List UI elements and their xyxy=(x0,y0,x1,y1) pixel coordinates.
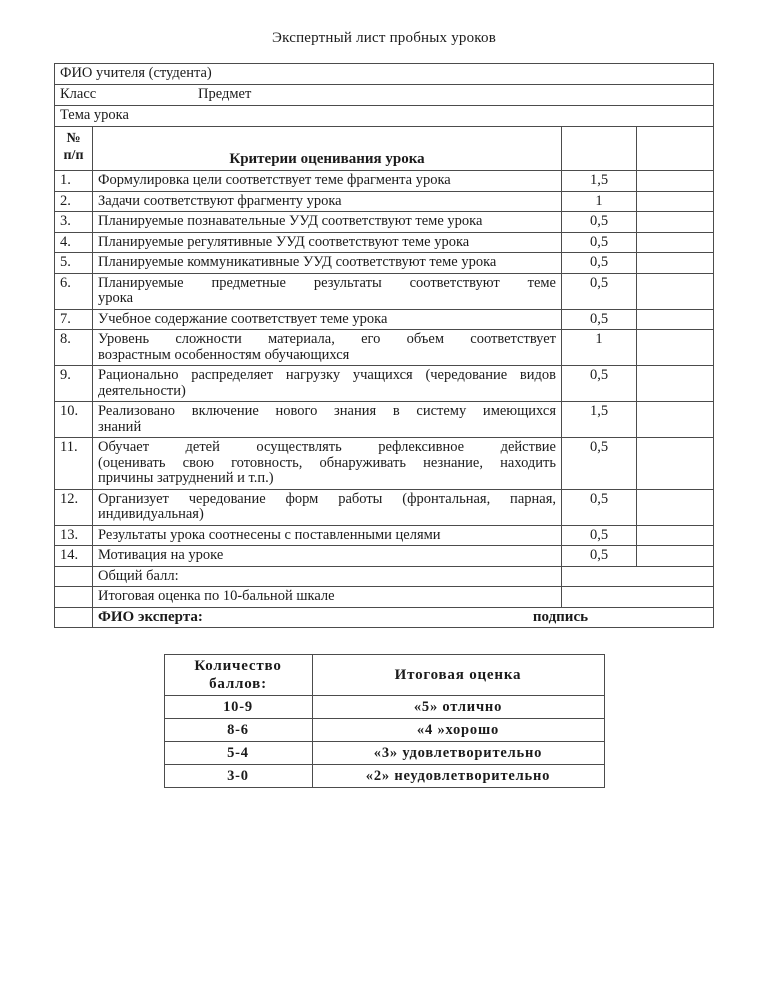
expert-score-cell[interactable] xyxy=(637,525,714,546)
criteria-row xyxy=(55,171,714,192)
expert-score-cell[interactable] xyxy=(637,191,714,212)
criterion-cell: Уровень сложности материала, его объем соответствует возрастным особенностям обучающихся xyxy=(93,330,562,366)
grading-scale-row xyxy=(164,765,604,788)
points-range: 10-9 xyxy=(164,696,312,719)
empty-number-cell xyxy=(55,607,93,628)
grade-value: «5» отлично xyxy=(312,696,604,719)
criteria-row xyxy=(55,525,714,546)
empty-number-cell xyxy=(55,587,93,608)
criteria-row xyxy=(55,438,714,490)
row-number-cell: 11. xyxy=(55,438,93,490)
expert-score-cell[interactable] xyxy=(637,309,714,330)
points-range: 5-4 xyxy=(164,742,312,765)
criteria-row xyxy=(55,402,714,438)
criterion-cell: Организует чередование форм работы (фронтальная, парная, индивидуальная) xyxy=(93,489,562,525)
header-expert-score-column xyxy=(637,127,714,171)
criterion-cell: Рационально распределяет нагрузку учащихся (чередование видов деятельности) xyxy=(93,366,562,402)
row-number-cell: 6. xyxy=(55,273,93,309)
max-score-cell: 1 xyxy=(562,330,637,366)
criterion-cell: Планируемые коммуникативные УУД соответствуют теме урока xyxy=(93,253,562,274)
max-score-cell: 1,5 xyxy=(562,402,637,438)
evaluation-table xyxy=(54,63,714,628)
criteria-row xyxy=(55,366,714,402)
expert-score-cell[interactable] xyxy=(637,232,714,253)
row-number-cell: 10. xyxy=(55,402,93,438)
final-grade-row xyxy=(55,587,714,608)
max-score-cell: 0,5 xyxy=(562,253,637,274)
final-grade-value-cell[interactable] xyxy=(562,587,714,608)
expert-score-cell[interactable] xyxy=(637,171,714,192)
criteria-row xyxy=(55,330,714,366)
final-grade-label: Итоговая оценка по 10-бальной шкале xyxy=(93,587,562,608)
max-score-cell: 0,5 xyxy=(562,232,637,253)
expert-score-cell[interactable] xyxy=(637,438,714,490)
grading-scale-table xyxy=(164,654,605,788)
teacher-name-cell[interactable] xyxy=(55,64,714,85)
expert-score-cell[interactable] xyxy=(637,366,714,402)
row-number-cell: 14. xyxy=(55,546,93,567)
grading-scale-header-row xyxy=(164,655,604,696)
criterion-cell: Обучает детей осуществлять рефлексивное действие (оценивать свою готовность, обнаруживать незнание, находить причины затруднений и т.п.) xyxy=(93,438,562,490)
criteria-row xyxy=(55,253,714,274)
max-score-cell: 1 xyxy=(562,191,637,212)
header-max-score-column xyxy=(562,127,637,171)
header-criteria-column: Критерии оценивания урока xyxy=(93,127,562,171)
row-number-cell: 7. xyxy=(55,309,93,330)
max-score-cell: 0,5 xyxy=(562,212,637,233)
grade-value: «3» удовлетворительно xyxy=(312,742,604,765)
max-score-cell: 0,5 xyxy=(562,309,637,330)
points-column-header: Количество баллов: xyxy=(164,655,312,696)
points-range: 8-6 xyxy=(164,719,312,742)
expert-row xyxy=(55,607,714,628)
expert-score-cell[interactable] xyxy=(637,546,714,567)
grading-scale-row xyxy=(164,719,604,742)
criterion-cell: Результаты урока соотнесены с поставленными целями xyxy=(93,525,562,546)
max-score-cell: 0,5 xyxy=(562,438,637,490)
class-subject-cell[interactable] xyxy=(55,85,714,106)
grading-scale-row xyxy=(164,696,604,719)
grade-column-header: Итоговая оценка xyxy=(312,655,604,696)
criteria-row xyxy=(55,191,714,212)
total-score-row xyxy=(55,566,714,587)
header-number-column: № п/п xyxy=(55,127,93,171)
criteria-row xyxy=(55,309,714,330)
subject-label: Предмет xyxy=(198,86,252,102)
signature-label: подпись xyxy=(532,608,589,625)
criterion-cell: Планируемые познавательные УУД соответствуют теме урока xyxy=(93,212,562,233)
criteria-row xyxy=(55,212,714,233)
criterion-cell: Задачи соответствуют фрагменту урока xyxy=(93,191,562,212)
row-number-cell: 12. xyxy=(55,489,93,525)
row-number-cell: 8. xyxy=(55,330,93,366)
criteria-row xyxy=(55,489,714,525)
row-number-cell: 4. xyxy=(55,232,93,253)
max-score-cell: 0,5 xyxy=(562,366,637,402)
points-range: 3-0 xyxy=(164,765,312,788)
info-row-teacher xyxy=(55,64,714,85)
grade-value: «4 »хорошо xyxy=(312,719,604,742)
criterion-cell: Планируемые предметные результаты соответствуют теме урока xyxy=(93,273,562,309)
document-title: Экспертный лист пробных уроков xyxy=(272,30,496,46)
row-number-cell: 1. xyxy=(55,171,93,192)
expert-score-cell[interactable] xyxy=(637,402,714,438)
expert-name-label: ФИО эксперта: xyxy=(98,608,203,625)
lesson-topic-cell[interactable] xyxy=(55,106,714,127)
criterion-cell: Формулировка цели соответствует теме фрагмента урока xyxy=(93,171,562,192)
expert-score-cell[interactable] xyxy=(637,212,714,233)
max-score-cell: 0,5 xyxy=(562,546,637,567)
max-score-cell: 0,5 xyxy=(562,273,637,309)
teacher-name-label: ФИО учителя (студента) xyxy=(60,65,212,81)
table-header-row xyxy=(55,127,714,171)
grading-scale-row xyxy=(164,742,604,765)
criterion-cell: Учебное содержание соответствует теме урока xyxy=(93,309,562,330)
max-score-cell: 0,5 xyxy=(562,525,637,546)
row-number-cell: 13. xyxy=(55,525,93,546)
criteria-row xyxy=(55,232,714,253)
criterion-cell: Планируемые регулятивные УУД соответствуют теме урока xyxy=(93,232,562,253)
total-score-label: Общий балл: xyxy=(93,566,562,587)
total-score-value-cell[interactable] xyxy=(562,566,714,587)
criteria-row xyxy=(55,546,714,567)
max-score-cell: 0,5 xyxy=(562,489,637,525)
grade-value: «2» неудовлетворительно xyxy=(312,765,604,788)
info-row-topic xyxy=(55,106,714,127)
expert-score-cell[interactable] xyxy=(637,489,714,525)
class-label: Класс xyxy=(60,86,97,102)
criteria-row xyxy=(55,273,714,309)
expert-name-cell[interactable] xyxy=(93,607,714,628)
expert-score-cell[interactable] xyxy=(637,273,714,309)
expert-score-cell[interactable] xyxy=(637,330,714,366)
row-number-cell: 5. xyxy=(55,253,93,274)
lesson-topic-label: Тема урока xyxy=(60,107,129,123)
row-number-cell: 3. xyxy=(55,212,93,233)
row-number-cell: 9. xyxy=(55,366,93,402)
expert-score-cell[interactable] xyxy=(637,253,714,274)
info-row-class-subject xyxy=(55,85,714,106)
criterion-cell: Реализовано включение нового знания в систему имеющихся знаний xyxy=(93,402,562,438)
empty-number-cell xyxy=(55,566,93,587)
criterion-cell: Мотивация на уроке xyxy=(93,546,562,567)
row-number-cell: 2. xyxy=(55,191,93,212)
max-score-cell: 1,5 xyxy=(562,171,637,192)
